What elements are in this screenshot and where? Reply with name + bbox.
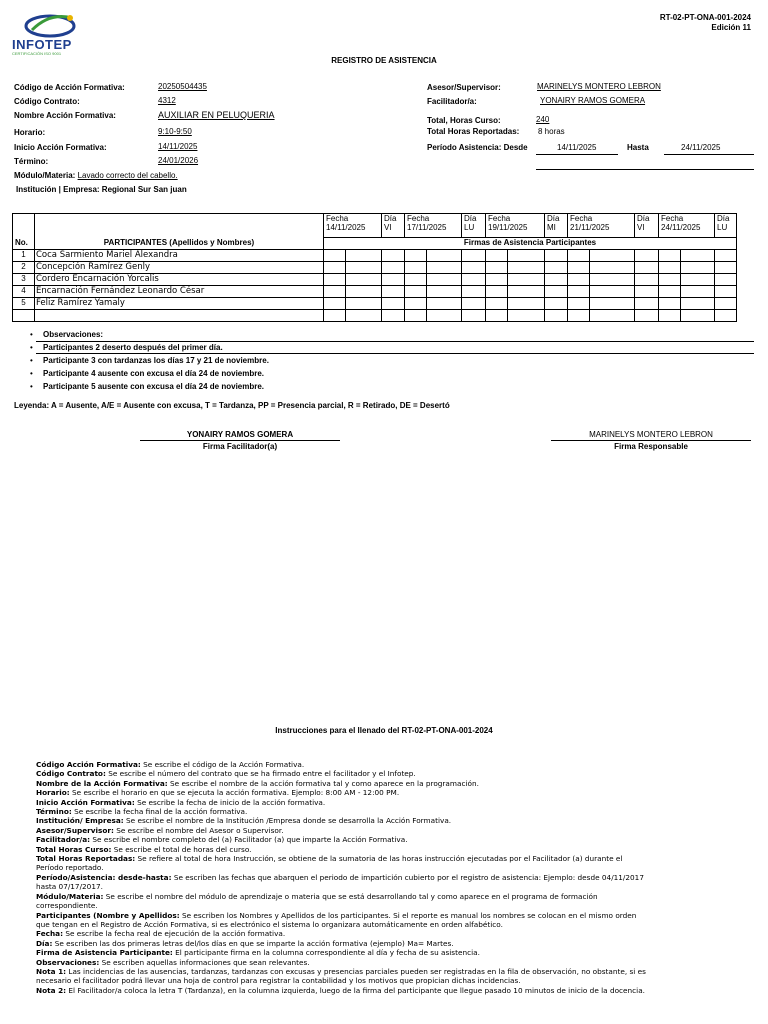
signature-cell[interactable]	[635, 262, 659, 274]
nombre-accion-value: AUXILIAR EN PELUQUERIA	[158, 110, 275, 120]
instruction-key: Institución/ Empresa:	[36, 816, 124, 826]
signature-cell[interactable]	[681, 250, 715, 262]
instruction-text: Se escribe el número del contrato que se ha firmado entre el facilitador y el Infotep.	[105, 769, 416, 779]
signature-cell[interactable]	[635, 298, 659, 310]
signature-cell[interactable]	[324, 274, 346, 286]
instruction-key: Fecha:	[36, 929, 63, 939]
signature-cell[interactable]	[405, 250, 427, 262]
modulo-row	[14, 171, 178, 180]
instruction-item	[36, 816, 648, 825]
signature-cell[interactable]	[590, 250, 635, 262]
observations-label: Observaciones:	[43, 330, 104, 339]
table-row	[13, 310, 737, 322]
signature-cell[interactable]	[545, 262, 568, 274]
signature-cell[interactable]	[486, 286, 508, 298]
signature-cell[interactable]	[462, 286, 486, 298]
signature-cell[interactable]	[568, 250, 590, 262]
participant-name: Encarnación Fernández Leonardo César	[35, 286, 324, 298]
hasta-label: Hasta	[627, 143, 649, 152]
signature-cell[interactable]	[427, 286, 462, 298]
signature-cell[interactable]	[346, 262, 382, 274]
legend: Leyenda: A = Ausente, A/E = Ausente con excusa, T = Tardanza, PP = Presencia parcial, R = Retirado, DE = Desertó	[14, 401, 450, 410]
signature-cell[interactable]	[382, 274, 405, 286]
inicio-value: 14/11/2025	[158, 142, 198, 151]
instruction-item	[36, 760, 648, 769]
participant-name	[35, 310, 324, 322]
bullet-icon: •	[30, 382, 33, 391]
responsible-signature-name: MARINELYS MONTERO LEBRON	[589, 430, 713, 439]
signature-cell[interactable]	[508, 286, 545, 298]
row-number: 1	[13, 250, 35, 262]
instruction-key: Observaciones:	[36, 957, 100, 967]
blank-line	[536, 169, 754, 170]
instruction-item	[36, 779, 648, 788]
instruction-text: El participante firma en la columna correspondiente al día y fecha de su asistencia.	[172, 948, 480, 958]
instruction-text: Se escriben los Nombres y Apellidos de los participantes. Si el reporte es manual los nombres se colocan en el mismo orden que tengan en el Registro de Acción Formativa, si es electrónico el sistema lo organizara automáticamente en orden alfabético.	[36, 910, 637, 929]
signature-cell[interactable]	[635, 250, 659, 262]
asesor-label: Asesor/Supervisor:	[427, 83, 501, 92]
instruction-text: Se escribe la fecha de inicio de la acción formativa.	[134, 797, 326, 807]
signature-cell[interactable]	[568, 298, 590, 310]
institucion: Institución | Empresa: Regional Sur San juan	[16, 185, 187, 194]
periodo-desde-line	[536, 154, 618, 155]
row-number: 3	[13, 274, 35, 286]
observation-item: • Participante 3 con tardanzas los días 17 y 21 de noviembre.	[30, 356, 269, 365]
observations-label-row	[30, 330, 103, 339]
periodo-hasta-line	[664, 154, 754, 155]
signature-cell[interactable]	[486, 310, 508, 322]
instruction-key: Nota 2:	[36, 985, 67, 995]
instruction-key: Firma de Asistencia Participante:	[36, 948, 173, 958]
facilitador-value: YONAIRY RAMOS GOMERA	[540, 96, 646, 105]
instruction-item	[36, 986, 648, 995]
date-cell-5: Fecha 24/11/2025	[659, 214, 715, 238]
signature-cell[interactable]	[545, 274, 568, 286]
instruction-item	[36, 929, 648, 938]
signature-cell[interactable]	[568, 286, 590, 298]
signature-cell[interactable]	[427, 298, 462, 310]
signature-cell[interactable]	[382, 262, 405, 274]
signature-cell[interactable]	[659, 262, 681, 274]
signature-cell[interactable]	[508, 262, 545, 274]
logo-swoosh-icon	[10, 10, 80, 40]
observation-item: • Participante 4 ausente con excusa el día 24 de noviembre.	[30, 369, 265, 378]
row-number: 4	[13, 286, 35, 298]
instruction-text: Se escribe la fecha real de ejecución de la acción formativa.	[63, 929, 286, 939]
signature-cell[interactable]	[324, 262, 346, 274]
observation-item: • Participantes 2 deserto después del primer día.	[30, 343, 223, 352]
nombre-accion-label: Nombre Acción Formativa:	[14, 111, 116, 120]
table-row	[13, 286, 737, 298]
instruction-item	[36, 826, 648, 835]
periodo-hasta: 24/11/2025	[681, 143, 721, 152]
facilitator-signature-name: YONAIRY RAMOS GOMERA	[186, 430, 294, 439]
observations-line	[36, 341, 754, 342]
codigo-contrato-label: Código Contrato:	[14, 97, 80, 106]
instruction-key: Nota 1:	[36, 966, 67, 976]
instruction-key: Código Acción Formativa:	[36, 760, 141, 769]
instruction-key: Participantes (Nombre y Apellidos:	[36, 910, 180, 920]
observation-item: • Participante 5 ausente con excusa el día 24 de noviembre.	[30, 382, 265, 391]
logo-text: INFOTEP	[12, 37, 72, 52]
signature-cell[interactable]	[346, 286, 382, 298]
attendance-table	[12, 213, 737, 322]
day-cell-5: Día LU	[715, 214, 737, 238]
signature-cell[interactable]	[462, 274, 486, 286]
total-horas-value: 240	[536, 115, 550, 124]
instruction-item	[36, 788, 648, 797]
day-cell-2: Día LU	[462, 214, 486, 238]
signature-cell[interactable]	[590, 310, 635, 322]
horario-label: Horario:	[14, 128, 46, 137]
modulo-label: Módulo/Materia:	[14, 171, 76, 180]
edition: Edición 11	[711, 23, 751, 32]
signature-cell[interactable]	[590, 298, 635, 310]
signature-cell[interactable]	[545, 250, 568, 262]
signature-cell[interactable]	[568, 310, 590, 322]
signature-cell[interactable]	[427, 250, 462, 262]
signature-cell[interactable]	[508, 274, 545, 286]
signature-cell[interactable]	[382, 298, 405, 310]
instruction-key: Horario:	[36, 788, 70, 798]
participant-name: Cordero Encarnación Yorcalis	[35, 274, 324, 286]
responsible-signature-role: Firma Responsable	[614, 442, 688, 451]
date-cell-2: Fecha 17/11/2025	[405, 214, 462, 238]
signature-cell[interactable]	[568, 274, 590, 286]
facilitator-signature-role: Firma Facilitador(a)	[202, 442, 278, 451]
signature-cell[interactable]	[545, 286, 568, 298]
instruction-key: Módulo/Materia:	[36, 891, 104, 901]
horas-reportadas-value: 8 horas	[538, 127, 565, 136]
instruction-text: El Facilitador/a coloca la letra T (Tardanza), en la columna izquierda, luego de la firma del participante que llegue pasado 10 minutos de inicio de la docencia.	[66, 985, 645, 995]
signature-cell[interactable]	[324, 310, 346, 322]
signatures-header: Firmas de Asistencia Participantes	[324, 238, 737, 250]
table-row	[13, 274, 737, 286]
instruction-key: Nombre de la Acción Formativa:	[36, 778, 168, 788]
instruction-key: Código Contrato:	[36, 769, 106, 779]
instruction-item	[36, 854, 648, 873]
facilitador-label: Facilitador/a:	[427, 97, 477, 106]
total-horas-label: Total, Horas Curso:	[427, 116, 501, 125]
instruction-text: Se escriben las dos primeras letras del/los días en que se imparte la acción formativa (ejemplo) Ma= Martes.	[52, 938, 454, 948]
signature-cell[interactable]	[486, 250, 508, 262]
signature-cell[interactable]	[659, 298, 681, 310]
instruction-text: Se escribe la fecha final de la acción formativa.	[71, 807, 248, 817]
document-code-block	[660, 13, 751, 33]
codigo-contrato-value: 4312	[158, 96, 176, 105]
signature-cell[interactable]	[462, 298, 486, 310]
signature-cell[interactable]	[659, 310, 681, 322]
instruction-key: Total Horas Curso:	[36, 844, 112, 854]
signature-cell[interactable]	[568, 262, 590, 274]
instruction-key: Período/Asistencia: desde-hasta:	[36, 872, 172, 882]
instruction-key: Total Horas Reportadas:	[36, 854, 136, 864]
date-cell-3: Fecha 19/11/2025	[486, 214, 545, 238]
bullet-icon: •	[30, 330, 33, 339]
periodo-label: Período Asistencia: Desde	[427, 143, 528, 152]
signature-cell[interactable]	[508, 310, 545, 322]
instruction-text: Se escribe el código de la Acción Formativa.	[140, 760, 305, 769]
signature-cell[interactable]	[681, 286, 715, 298]
signature-cell[interactable]	[659, 274, 681, 286]
instruction-item	[36, 835, 648, 844]
horario-value: 9:10-9:50	[158, 127, 192, 136]
instruction-item	[36, 948, 648, 957]
signature-cell[interactable]	[635, 310, 659, 322]
instruction-text: Se escribe el total de horas del curso.	[111, 844, 252, 854]
signature-cell[interactable]	[462, 262, 486, 274]
instruction-text: Se escribe el nombre del módulo de aprendizaje o materia que se está desarrollando tal y como aparece en el programa de formación correspondiente.	[36, 891, 598, 911]
instruction-item	[36, 873, 648, 892]
signature-cell[interactable]	[508, 298, 545, 310]
signature-cell[interactable]	[715, 274, 737, 286]
instruction-key: Día:	[36, 938, 53, 948]
signature-cell[interactable]	[715, 310, 737, 322]
asesor-value: MARINELYS MONTERO LEBRON	[537, 82, 661, 91]
instruction-key: Inicio Acción Formativa:	[36, 797, 135, 807]
signature-cell[interactable]	[715, 262, 737, 274]
participant-name: Concepción Ramírez Genly	[35, 262, 324, 274]
modulo-value: Lavado correcto del cabello.	[77, 171, 178, 180]
bullet-icon: •	[30, 369, 33, 378]
signature-cell[interactable]	[715, 298, 737, 310]
signature-cell[interactable]	[405, 310, 427, 322]
row-number: 5	[13, 298, 35, 310]
signature-cell[interactable]	[545, 298, 568, 310]
periodo-desde: 14/11/2025	[557, 143, 597, 152]
instruction-text: Se escriben aquellas informaciones que sean relevantes.	[99, 957, 310, 967]
signature-cell[interactable]	[462, 250, 486, 262]
day-cell-4: Día VI	[635, 214, 659, 238]
date-cell-1: Fecha 14/11/2025	[324, 214, 382, 238]
termino-label: Término:	[14, 157, 49, 166]
day-cell-1: Día VI	[382, 214, 405, 238]
day-cell-3: Día MI	[545, 214, 568, 238]
signature-cell[interactable]	[427, 274, 462, 286]
signature-cell[interactable]	[590, 262, 635, 274]
signature-cell[interactable]	[427, 262, 462, 274]
facilitator-signature-line	[140, 440, 340, 441]
bullet-icon: •	[30, 356, 33, 365]
responsible-signature-line	[551, 440, 751, 441]
signature-cell[interactable]	[382, 310, 405, 322]
instruction-item	[36, 939, 648, 948]
signature-cell[interactable]	[382, 286, 405, 298]
inicio-label: Inicio Acción Formativa:	[14, 143, 107, 152]
instruction-item	[36, 967, 648, 986]
signature-cell[interactable]	[681, 310, 715, 322]
signature-cell[interactable]	[635, 274, 659, 286]
instruction-item	[36, 892, 648, 911]
date-cell-4: Fecha 21/11/2025	[568, 214, 635, 238]
logo-subtext: CERTIFICACIÓN ISO 9001	[12, 51, 62, 56]
signature-cell[interactable]	[324, 298, 346, 310]
bullet-icon: •	[30, 343, 33, 352]
signature-cell[interactable]	[486, 274, 508, 286]
instruction-text: Las incidencias de las ausencias, tardanzas, tardanzas con excusas y presencias parciales pueden ser registradas en la fila de observación, no obstante, si es necesario el facilitador podrá llevar una hoja de control para registrar la contabilidad y los motivos que propician dichas incidencias.	[36, 966, 646, 986]
signature-cell[interactable]	[681, 298, 715, 310]
signature-cell[interactable]	[635, 286, 659, 298]
signature-cell[interactable]	[545, 310, 568, 322]
instruction-text: Se escribe el horario en que se ejecuta la acción formativa. Ejemplo: 8:00 AM - 12:00 PM.	[69, 788, 400, 798]
participant-name: Coca Sarmiento Mariel Alexandra	[35, 250, 324, 262]
table-row	[13, 298, 737, 310]
signature-cell[interactable]	[405, 262, 427, 274]
signature-cell[interactable]	[324, 250, 346, 262]
signature-cell[interactable]	[486, 262, 508, 274]
participants-header: PARTICIPANTES (Apellidos y Nombres)	[35, 238, 324, 250]
instructions-title: Instrucciones para el llenado del RT-02-PT-ONA-001-2024	[275, 726, 493, 735]
instruction-item	[36, 769, 648, 778]
table-row	[13, 262, 737, 274]
signature-cell[interactable]	[405, 274, 427, 286]
table-row	[13, 250, 737, 262]
signature-cell[interactable]	[405, 286, 427, 298]
horas-reportadas-label: Total Horas Reportadas:	[427, 127, 520, 136]
instruction-text: Se escribe el nombre completo del (a) Facilitador (a) que imparte la Acción Formativa.	[90, 835, 408, 845]
signature-cell[interactable]	[590, 286, 635, 298]
instruction-key: Facilitador/a:	[36, 835, 91, 845]
row-number	[13, 310, 35, 322]
signature-cell[interactable]	[681, 274, 715, 286]
signature-cell[interactable]	[405, 298, 427, 310]
instruction-text: Se escribe el nombre del Asesor o Supervisor.	[113, 825, 284, 835]
instruction-item	[36, 911, 648, 930]
signature-cell[interactable]	[681, 262, 715, 274]
signature-cell[interactable]	[462, 310, 486, 322]
signature-cell[interactable]	[427, 310, 462, 322]
signature-cell[interactable]	[346, 274, 382, 286]
signature-cell[interactable]	[715, 286, 737, 298]
signature-cell[interactable]	[486, 298, 508, 310]
instruction-text: Se escriben las fechas que abarquen el periodo de impartición cubierto por el registro de asistencia: Ejemplo: desde 04/11/2017 hasta 07/17/2017.	[36, 872, 644, 892]
no-header: No.	[13, 238, 35, 250]
row-number: 2	[13, 262, 35, 274]
instruction-text: Se refiere al total de hora Instrucción, se obtiene de la sumatoria de las horas instrucción ejecutadas por el Facilitador (a) durante el Período reportado.	[36, 854, 623, 873]
signature-cell[interactable]	[659, 286, 681, 298]
signature-cell[interactable]	[715, 250, 737, 262]
table-date-header-row	[13, 214, 737, 238]
instruction-item	[36, 807, 648, 816]
table-header-row	[13, 238, 737, 250]
instruction-key: Término:	[36, 807, 72, 817]
codigo-accion-label: Código de Acción Formativa:	[14, 83, 125, 92]
instruction-text: Se escribe el nombre de la acción formativa tal y como aparece en la programación.	[167, 778, 479, 788]
signature-cell[interactable]	[346, 298, 382, 310]
signature-cell[interactable]	[346, 310, 382, 322]
signature-cell[interactable]	[590, 274, 635, 286]
page-title: REGISTRO DE ASISTENCIA	[331, 56, 437, 65]
instruction-item	[36, 958, 648, 967]
instruction-item	[36, 798, 648, 807]
codigo-accion-value: 20250504435	[158, 82, 207, 91]
termino-value: 24/01/2026	[158, 156, 199, 165]
signature-cell[interactable]	[508, 250, 545, 262]
signature-cell[interactable]	[382, 250, 405, 262]
instruction-text: Se escribe el nombre de la Institución /Empresa donde se desarrolla la Acción Formativa.	[123, 816, 452, 826]
signature-cell[interactable]	[324, 286, 346, 298]
instruction-item	[36, 845, 648, 854]
signature-cell[interactable]	[659, 250, 681, 262]
instruction-key: Asesor/Supervisor:	[36, 825, 114, 835]
participant-name: Feliz Ramírez Yamaly	[35, 298, 324, 310]
document-code: RT-02-PT-ONA-001-2024	[659, 13, 751, 22]
observations-line	[36, 353, 754, 354]
signature-cell[interactable]	[346, 250, 382, 262]
instructions-body	[36, 760, 648, 995]
